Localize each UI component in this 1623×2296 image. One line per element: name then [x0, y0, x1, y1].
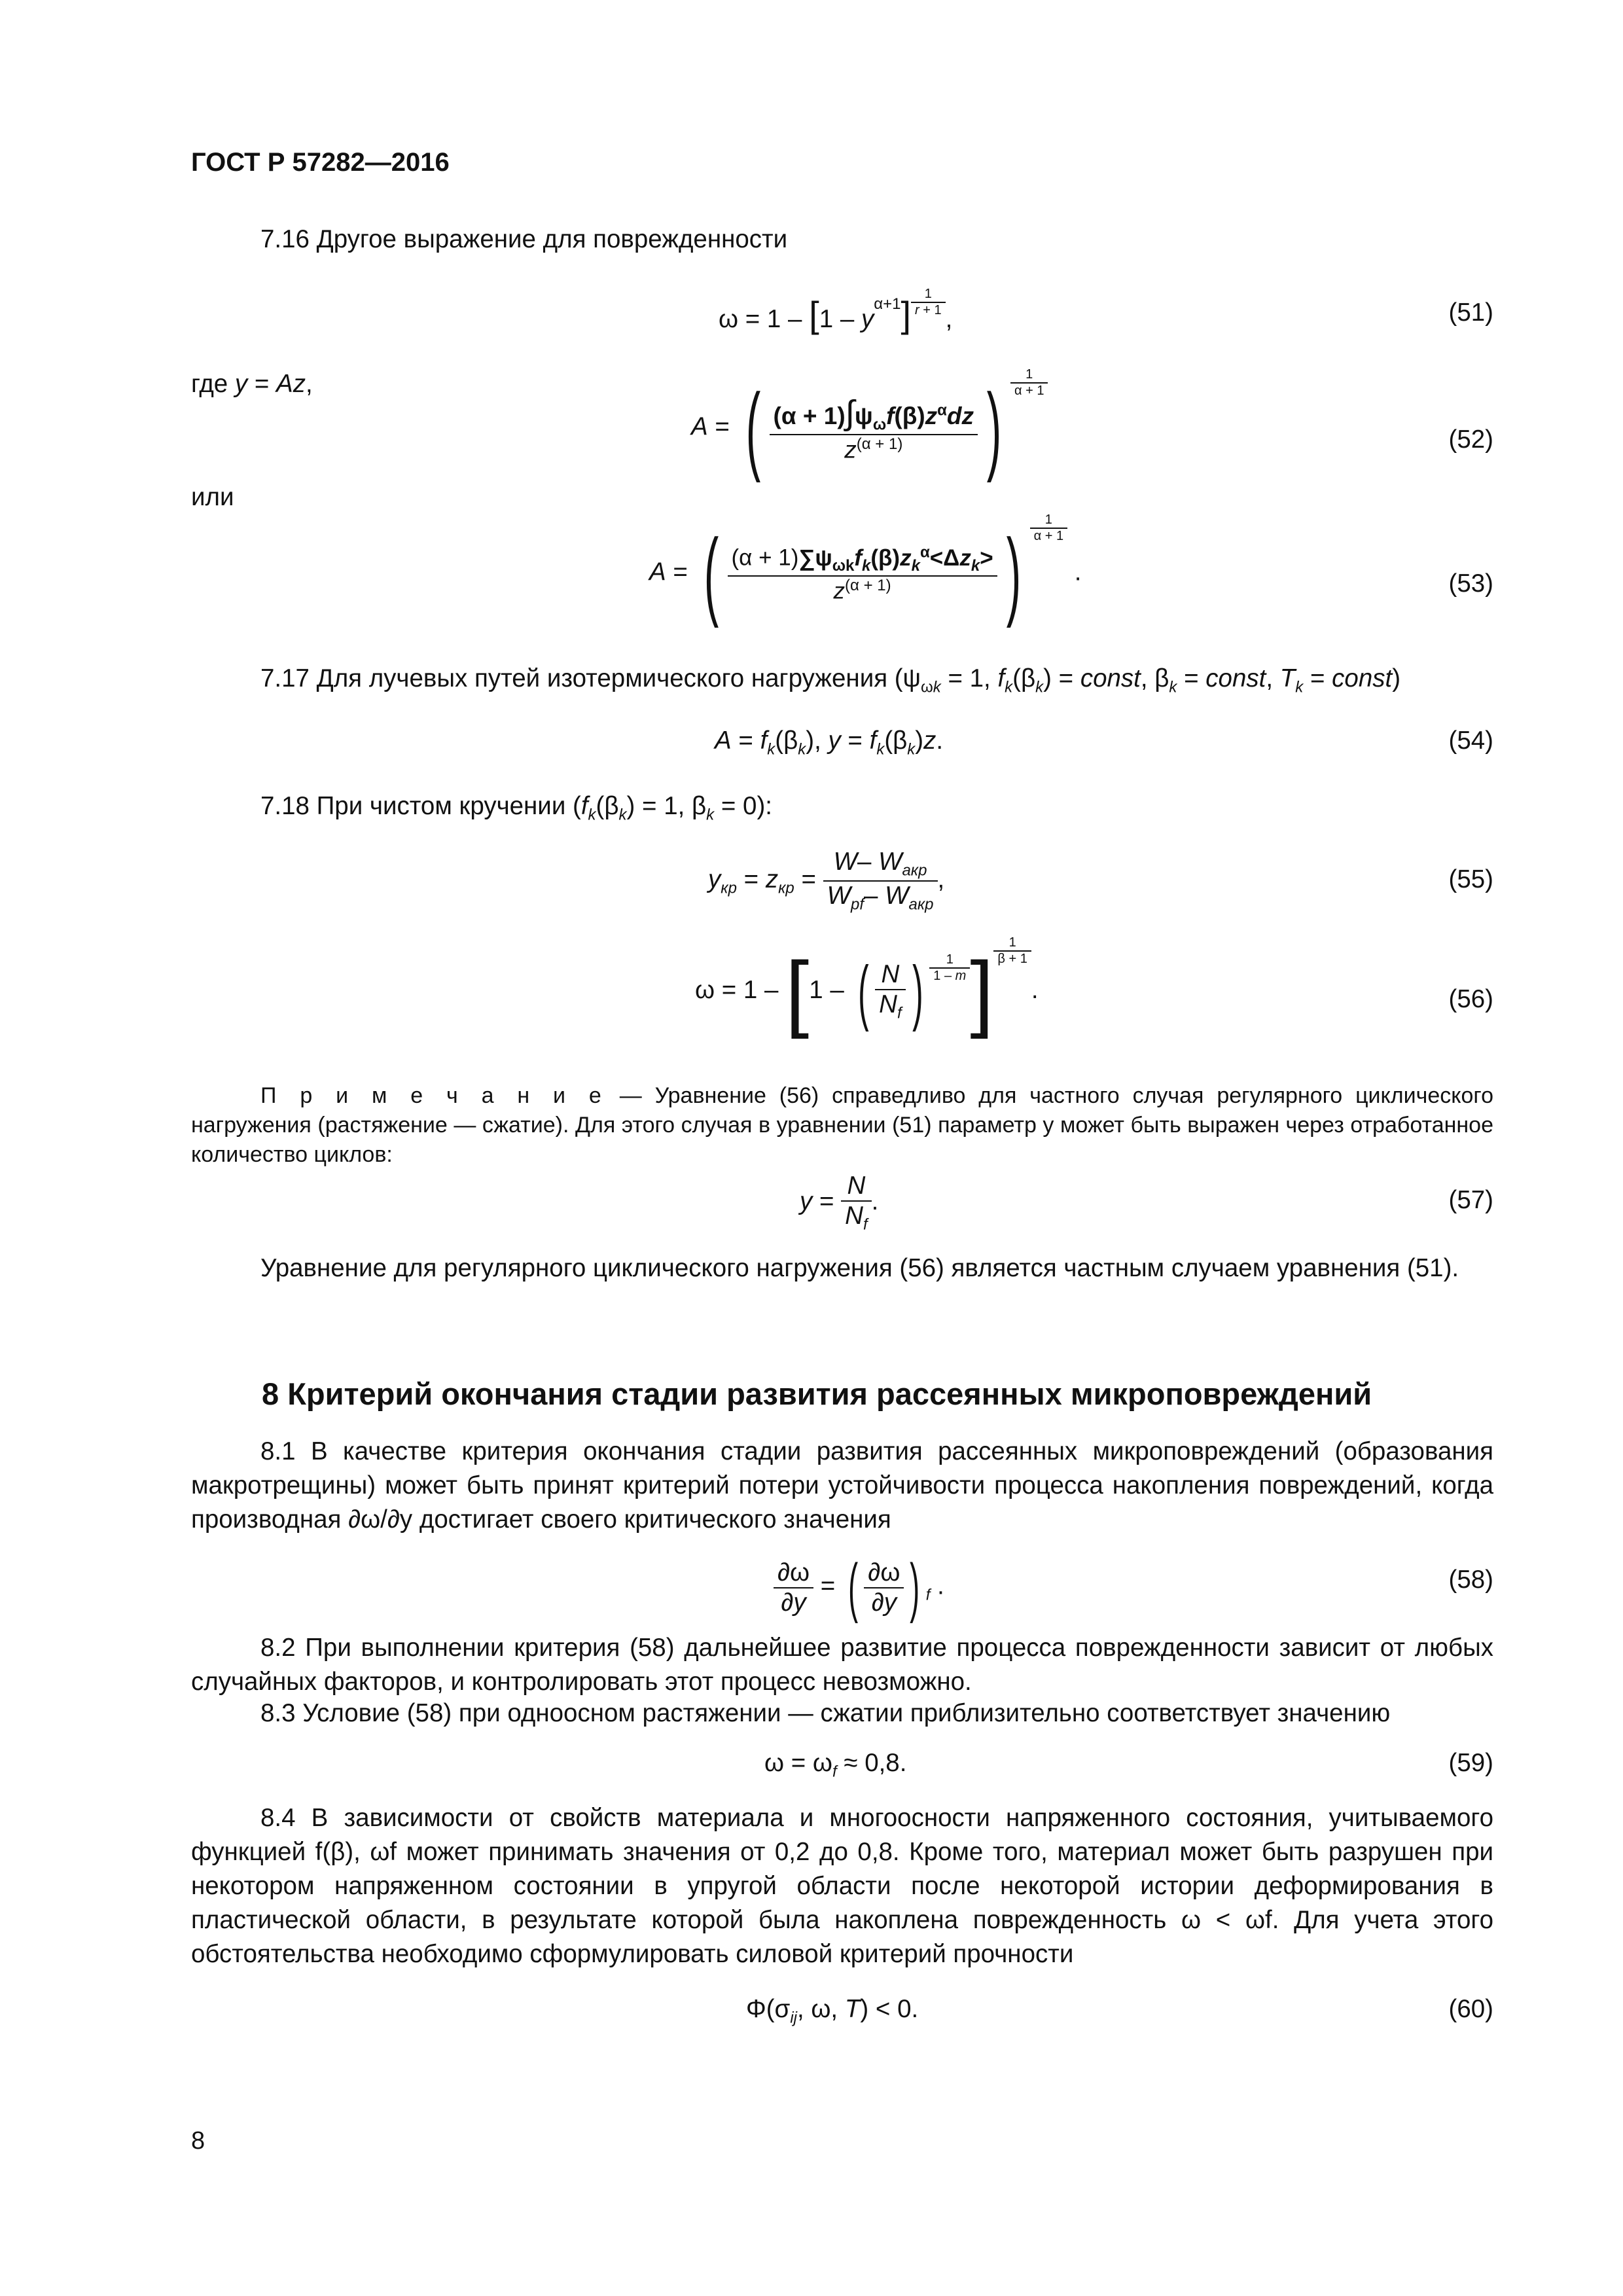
note-paragraph: [191, 1081, 1493, 1170]
paragraph-8-3: 8.3 Условие (58) при одноосном растяжении — сжатии приблизительно соответствует значению: [260, 1699, 1391, 1727]
equation-59: $\omega = \omega_f \approx 0,8$.: [764, 1749, 907, 1781]
equation-number-59: (59): [1448, 1749, 1493, 1777]
equation-60: $\Phi(\sigma_{ij}$, ω, T) < 0.: [746, 1995, 919, 2027]
equation-51: $\omega = 1 - [1 - y^{\alpha+1}]$ $\frac{1}{r + 1}$ ,: [719, 286, 953, 335]
equation-number-58: (58): [1448, 1566, 1493, 1594]
equation-58: $\frac{\partial\omega}{\partial y}$ = ( $\frac{\partial\omega}{\partial y}$ ) $_f$ .: [774, 1550, 944, 1625]
equation-53: A = ( $\frac{(\alpha + 1)\sum\psi_{\omega k}f_k(\beta)z_k^\alpha<\Delta z_k>}{z^{(\alpha + 1)}}$ ) $\frac{1}{\alpha + 1}$ .: [649, 512, 1082, 628]
equation-number-60: (60): [1448, 1995, 1493, 2023]
paragraph-8-2: 8.2 При выполнении критерия (58) дальнейшее развитие процесса поврежденности зависит от любых случайных факторов, и контролировать этот процесс невозможно.: [191, 1634, 1493, 1696]
paragraph-8-1: 8.1 В качестве критерия окончания стадии развития рассеянных микроповреждений (образования макротрещины) может быть принят критерий потери устойчивости процесса накопления повреждений, когда производная ∂ω/∂y достигает своего критического значения: [191, 1437, 1493, 1534]
note-text: — Уравнение (56) справедливо для частного случая регулярного циклического нагружения (растяжение — сжатие). Для этого случая в уравнении (51) параметр y может быть выражен через отработанное количество циклов:: [191, 1083, 1493, 1167]
paragraph-7-18: 7.18 При чистом кручении ($f_k(\beta_k) = 1$, $\beta_k = 0$):: [260, 792, 772, 824]
equation-57: y = $\frac{N}{N_f}$ .: [800, 1172, 879, 1234]
equation-number-52: (52): [1448, 425, 1493, 454]
equation-number-57: (57): [1448, 1186, 1493, 1214]
equation-number-51: (51): [1448, 298, 1493, 327]
note-label: П р и м е ч а н и е: [260, 1083, 607, 1108]
paragraph-7-17: 7.17 Для лучевых путей изотермического нагружения ($\psi_{\omega k} = 1$, $f_k(\beta_k)$ = const, $\beta_k$ = const, $T_k$ = const): [260, 664, 1401, 696]
document-header: ГОСТ Р 57282—2016: [191, 148, 450, 177]
equation-number-53: (53): [1448, 569, 1493, 598]
paragraph-7-16: 7.16 Другое выражение для поврежденности: [260, 225, 788, 253]
equation-55: $y_{кр} = z_{кр}$ = $\frac{W- W_{акр}}{W_{pf}- W_{акр}}$ ,: [708, 848, 945, 914]
paragraph-8-4: 8.4 В зависимости от свойств материала и многоосности напряженного состояния, учитываемого функцией f(β), ωf может принимать значения от 0,2 до 0,8. Кроме того, материал может быть разрушен при некотором напряженном состоянии в упругой области после некоторой истории деформирования в пластической области, в результате которой была накоплена поврежденность ω < ωf. Для учета этого обстоятельства необходимо сформулировать силовой критерий прочности: [191, 1804, 1493, 1968]
equation-number-56: (56): [1448, 985, 1493, 1013]
section-8-heading: 8 Критерий окончания стадии развития рассеянных микроповреждений: [262, 1376, 1372, 1411]
paragraph-after-57: Уравнение для регулярного циклического нагружения (56) является частным случаем уравнения (51).: [260, 1254, 1459, 1282]
equation-52: A = ( $\frac{(\alpha + 1)\int\psi_\omega f(\beta)z^\alpha dz}{z^{(\alpha + 1)}}$ ) $\frac{1}{\alpha + 1}$: [691, 372, 1048, 485]
equation-56: ω = 1 – [1 – ( $\frac{N}{N_f}$ ) $\frac{1}{1 - m}$ ] $\frac{1}{\beta + 1}$ .: [695, 935, 1039, 1039]
equation-54: $A = f_k(\beta_k)$, $y = f_k(\beta_k)z$.: [715, 726, 944, 759]
page-number: 8: [191, 2127, 205, 2155]
equation-number-54: (54): [1448, 726, 1493, 755]
equation-number-55: (55): [1448, 865, 1493, 893]
where-y-label: где y = Az,: [191, 370, 313, 398]
or-label: или: [191, 483, 234, 511]
